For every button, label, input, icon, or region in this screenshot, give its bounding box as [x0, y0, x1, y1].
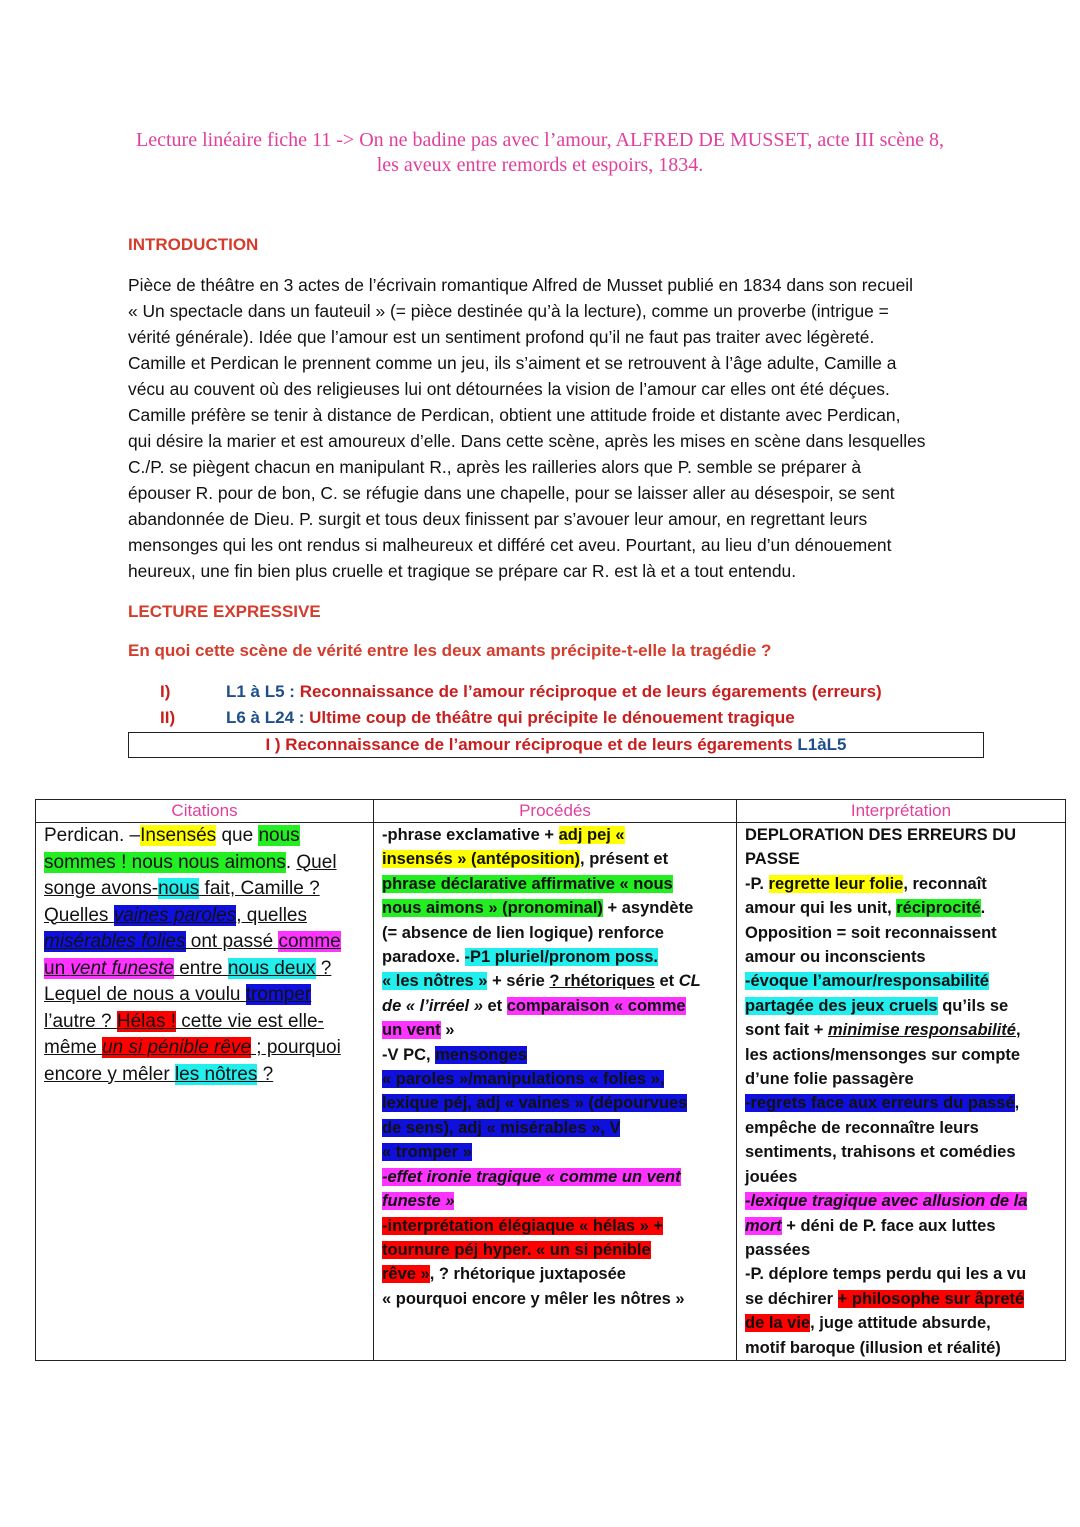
text-segment: tromper — [245, 984, 312, 1005]
plan-lines: L6 à L24 : — [226, 708, 305, 727]
text-segment: nous — [158, 878, 200, 899]
citation-line — [44, 850, 365, 877]
intro-line: Camille et Perdican le prennent comme un jeu, ils s’aiment et se retrouvent à l’âge adulte, Camille a — [128, 353, 897, 373]
text-segment: de « l’irréel » — [382, 996, 483, 1015]
text-segment: , reconnaît — [903, 874, 987, 893]
procede-line — [382, 847, 728, 871]
text-segment: entre — [173, 957, 228, 979]
interpretation-line — [745, 1091, 1057, 1115]
text-segment: -P. — [745, 874, 769, 893]
procede-line — [382, 1165, 728, 1189]
text-segment: regrets face aux erreurs du passé — [750, 1094, 1015, 1113]
text-segment: funeste » — [382, 1192, 455, 1211]
intro-line: heureux, une fin bien plus cruelle et tragique se prépare car R. est là et a tout entendu. — [128, 561, 797, 581]
header-interpretation: Interprétation — [737, 800, 1066, 823]
text-segment: Perdican. – — [44, 825, 141, 846]
text-segment: jouées — [745, 1167, 798, 1186]
plan-item-2 — [160, 708, 795, 728]
text-segment: songe avons- — [44, 878, 159, 899]
procede-line — [382, 921, 728, 945]
text-segment: paradoxe. — [382, 948, 465, 967]
interpretation-line — [745, 969, 1057, 993]
text-segment: un — [44, 957, 71, 979]
text-segment: mensonges — [435, 1045, 527, 1064]
interpretation-line — [745, 994, 1057, 1018]
interpretation-line — [745, 1067, 1057, 1091]
interpretation-line — [745, 1287, 1057, 1311]
text-segment: ? — [315, 957, 332, 979]
text-segment: , juge attitude absurde, — [810, 1314, 991, 1333]
interpretation-line — [745, 1262, 1057, 1286]
interpretation-line — [745, 945, 1057, 969]
text-segment: , — [1015, 1021, 1021, 1040]
text-segment: -lexique tragique avec allusion de la — [745, 1192, 1028, 1211]
text-segment: , — [1014, 1094, 1020, 1113]
text-segment: PASSE — [745, 850, 800, 869]
procede-line — [382, 896, 728, 920]
text-segment: regrette leur folie — [768, 874, 904, 893]
text-segment: Opposition = soit reconnaissent — [745, 923, 997, 942]
text-segment: les actions/mensonges sur compte — [745, 1045, 1021, 1064]
lecture-expressive-heading: LECTURE EXPRESSIVE — [128, 602, 321, 621]
text-segment: lexique péj, adj « vaines » (dépourvues — [382, 1094, 688, 1113]
citation-line — [44, 1035, 365, 1062]
citation-line — [44, 876, 365, 903]
text-segment: que — [216, 825, 259, 846]
problematique: En quoi cette scène de vérité entre les deux amants précipite-t-elle la tragédie ? — [128, 641, 772, 660]
text-segment: + asyndète — [602, 899, 694, 918]
interpretation-line — [745, 1311, 1057, 1335]
procede-line — [382, 1238, 728, 1262]
interpretation-line — [745, 1140, 1057, 1164]
intro-line: mensonges qui les ont rendus si malheureux et différé cet aveu. Pourtant, au lieu d’un dénouement — [128, 535, 892, 555]
text-segment: fait, Camille ? — [199, 878, 320, 899]
procede-line — [382, 994, 728, 1018]
interpretation-line — [745, 1336, 1057, 1360]
intro-line: « Un spectacle dans un fauteuil » (= pièce destinée qu’à la lecture), comme un proverbe (intrigue = — [128, 301, 889, 321]
procede-line — [382, 1287, 728, 1311]
text-segment: DEPLORATION DES ERREURS DU — [745, 826, 1017, 844]
text-segment: « tromper » — [382, 1143, 472, 1162]
text-segment: CL — [678, 972, 701, 991]
intro-line: vécu au couvent où des religieuses lui ont détournées la vision de l’amour car elles ont été déçues. — [128, 379, 890, 399]
text-segment: même — [44, 1037, 103, 1058]
text-segment: de sens), adj « misérables », V — [382, 1118, 621, 1137]
text-segment: réciprocité — [896, 899, 981, 918]
part-one-heading-box — [128, 732, 984, 758]
interpretation-line — [745, 921, 1057, 945]
citation-line — [44, 956, 365, 983]
procede-line — [382, 1067, 728, 1091]
text-segment: vent funeste — [70, 957, 174, 979]
text-segment: encore y mêler — [44, 1063, 175, 1085]
header-citations: Citations — [36, 800, 374, 823]
interpretation-line — [745, 847, 1057, 871]
interpretation-line — [745, 1018, 1057, 1042]
citation-line — [44, 982, 365, 1009]
text-segment: -P1 pluriel/pronom poss. — [464, 948, 658, 967]
text-segment: passées — [745, 1240, 811, 1259]
procede-line — [382, 1262, 728, 1286]
text-segment: . — [980, 899, 986, 918]
text-segment: Insensés — [140, 825, 217, 846]
text-segment: , quelles — [236, 904, 308, 926]
text-segment: nous aimons » (pronominal) — [382, 899, 603, 918]
text-segment: vaines paroles — [113, 904, 237, 926]
text-segment: mort — [745, 1216, 782, 1235]
text-segment: Quelles — [44, 904, 114, 926]
text-segment: ; pourquoi — [251, 1037, 341, 1058]
text-segment: + philosophe sur âpreté — [837, 1289, 1025, 1308]
text-segment: les nôtres — [174, 1063, 258, 1085]
intro-line: C./P. se piègent chacun en manipulant R., après les railleries alors que P. semble se préparer à — [128, 457, 862, 477]
citation-line — [44, 903, 365, 930]
procede-line — [382, 945, 728, 969]
title-line-2: les aveux entre remords et espoirs, 1834. — [376, 154, 704, 176]
text-segment: . — [285, 851, 297, 873]
text-segment: « les nôtres » — [382, 972, 488, 991]
interpretation-line — [745, 1214, 1057, 1238]
interpretation-line — [745, 896, 1057, 920]
text-segment: de la vie — [745, 1314, 811, 1333]
intro-line: Camille préfère se tenir à distance de Perdican, obtient une attitude froide et distante avec Perdican, — [128, 405, 901, 425]
citation-line — [44, 1062, 365, 1089]
text-segment: et — [654, 972, 679, 991]
text-segment: -P. déplore temps perdu qui les a vu — [745, 1265, 1027, 1284]
text-segment: nous deux — [227, 957, 316, 979]
text-segment: tournure péj hyper. « un si pénible — [382, 1240, 651, 1259]
intro-line: qui désire la marier et est amoureux d’elle. Dans cette scène, après les mises en scène dans lesquelles — [128, 431, 926, 451]
text-segment: Quel — [296, 851, 337, 873]
plan-text: Reconnaissance de l’amour réciproque et de leurs égarements (erreurs) — [294, 682, 882, 701]
text-segment: -V PC, — [382, 1045, 436, 1064]
plan-number: I) — [160, 682, 171, 701]
header-procedes: Procédés — [374, 800, 737, 823]
interpretation-line — [745, 1043, 1057, 1067]
procede-line — [382, 1018, 728, 1042]
text-segment: sont fait + — [745, 1021, 828, 1040]
interpretation-line — [745, 1165, 1057, 1189]
text-segment: , ? rhétorique juxtaposée — [429, 1265, 626, 1284]
text-segment: l’autre ? — [44, 1010, 117, 1032]
text-segment: insensés » (antéposition) — [382, 850, 581, 869]
procede-line — [382, 872, 728, 896]
procede-line — [382, 1091, 728, 1115]
text-segment: partagée des jeux cruels — [745, 996, 938, 1015]
citation-line — [44, 823, 365, 850]
procede-line — [382, 969, 728, 993]
interpretation-line — [745, 823, 1057, 847]
text-segment: amour ou inconscients — [745, 948, 926, 967]
intro-line: Pièce de théâtre en 3 actes de l’écrivain romantique Alfred de Musset publié en 1834 dans son recueil — [128, 275, 913, 295]
plan-number: II) — [160, 708, 176, 727]
text-segment: ? rhétoriques — [549, 972, 655, 991]
plan-item-1 — [160, 682, 882, 702]
text-segment: comparaison « comme — [506, 996, 686, 1015]
text-segment: -phrase exclamative + — [382, 826, 559, 844]
text-segment: rêve » — [382, 1265, 430, 1284]
intro-line: épouser R. pour de bon, C. se réfugie dans une chapelle, pour se laisser aller au désespoir, se sent — [128, 483, 895, 503]
citation-line — [44, 929, 365, 956]
text-segment: misérables folies — [44, 931, 186, 952]
interpretation-line — [745, 1116, 1057, 1140]
text-segment: et — [482, 996, 507, 1015]
part-heading-lines: L1àL5 — [797, 735, 847, 754]
text-segment: Hélas ! — [116, 1010, 177, 1032]
text-segment: comme — [278, 931, 341, 952]
procede-line — [382, 1214, 728, 1238]
citation-line — [44, 1009, 365, 1036]
text-segment: adj pej « — [558, 826, 625, 844]
text-segment: d’une folie passagère — [745, 1070, 914, 1089]
text-segment: ? — [257, 1063, 274, 1085]
text-segment: , présent et — [580, 850, 669, 869]
text-segment: cette vie est elle- — [176, 1010, 324, 1032]
procede-line — [382, 1116, 728, 1140]
text-segment: « paroles »/manipulations « folies », — [382, 1070, 665, 1089]
text-segment: sentiments, trahisons et comédies — [745, 1143, 1016, 1162]
procede-line — [382, 1140, 728, 1164]
text-segment: empêche de reconnaître leurs — [745, 1118, 979, 1137]
interpretation-line — [745, 1189, 1057, 1213]
interpretation-line — [745, 872, 1057, 896]
text-segment: » — [440, 1021, 455, 1040]
procede-line — [382, 1043, 728, 1067]
text-segment: (= absence de lien logique) renforce — [382, 923, 664, 942]
procede-line — [382, 1189, 728, 1213]
title-line-1: Lecture linéaire fiche 11 -> On ne badine pas avec l’amour, ALFRED DE MUSSET, acte III scène 8, — [136, 129, 944, 151]
text-segment: un vent — [382, 1021, 441, 1040]
intro-line: vérité générale). Idée que l’amour est un sentiment profond qu’il ne faut pas traiter avec légèreté. — [128, 327, 875, 347]
introduction-heading: INTRODUCTION — [128, 235, 259, 254]
text-segment: - — [745, 1094, 751, 1113]
text-segment: phrase déclarative affirmative « nous — [382, 874, 673, 893]
procedes-cell — [374, 823, 737, 1361]
introduction-text — [128, 272, 958, 584]
text-segment: Lequel de nous a voulu — [44, 984, 246, 1005]
citations-cell — [36, 823, 374, 1361]
text-segment: « pourquoi encore y mêler les nôtres » — [382, 1289, 685, 1308]
plan-text: Ultime coup de théâtre qui précipite le dénouement tragique — [304, 708, 795, 727]
interpretation-line — [745, 1238, 1057, 1262]
text-segment: amour qui les unit, — [745, 899, 897, 918]
text-segment: un si pénible rêve — [102, 1037, 252, 1058]
text-segment: motif baroque (illusion et réalité) — [745, 1338, 1001, 1357]
text-segment: -évoque l’amour/responsabilité — [745, 972, 989, 991]
text-segment: -effet ironie tragique « comme un vent — [382, 1167, 681, 1186]
analysis-table — [35, 799, 1066, 1361]
part-heading-text: I ) Reconnaissance de l’amour réciproque et de leurs égarements — [265, 735, 798, 754]
document-title — [0, 128, 1080, 178]
intro-line: abandonnée de Dieu. P. surgit et tous deux finissent par s’avouer leur amour, en regrettant leurs — [128, 509, 868, 529]
interpretation-cell — [737, 823, 1066, 1361]
text-segment: -interprétation élégiaque « hélas » + — [382, 1216, 664, 1235]
text-segment: nous — [258, 825, 300, 846]
text-segment: sommes ! nous nous aimons — [44, 851, 286, 873]
plan-lines: L1 à L5 : — [226, 682, 295, 701]
text-segment: qu’ils se — [937, 996, 1009, 1015]
text-segment: se déchirer — [745, 1289, 838, 1308]
text-segment: ont passé — [185, 931, 279, 952]
text-segment: + déni de P. face aux luttes — [781, 1216, 996, 1235]
procede-line — [382, 823, 728, 847]
text-segment: + série — [487, 972, 550, 991]
text-segment: minimise responsabilité — [827, 1021, 1016, 1040]
